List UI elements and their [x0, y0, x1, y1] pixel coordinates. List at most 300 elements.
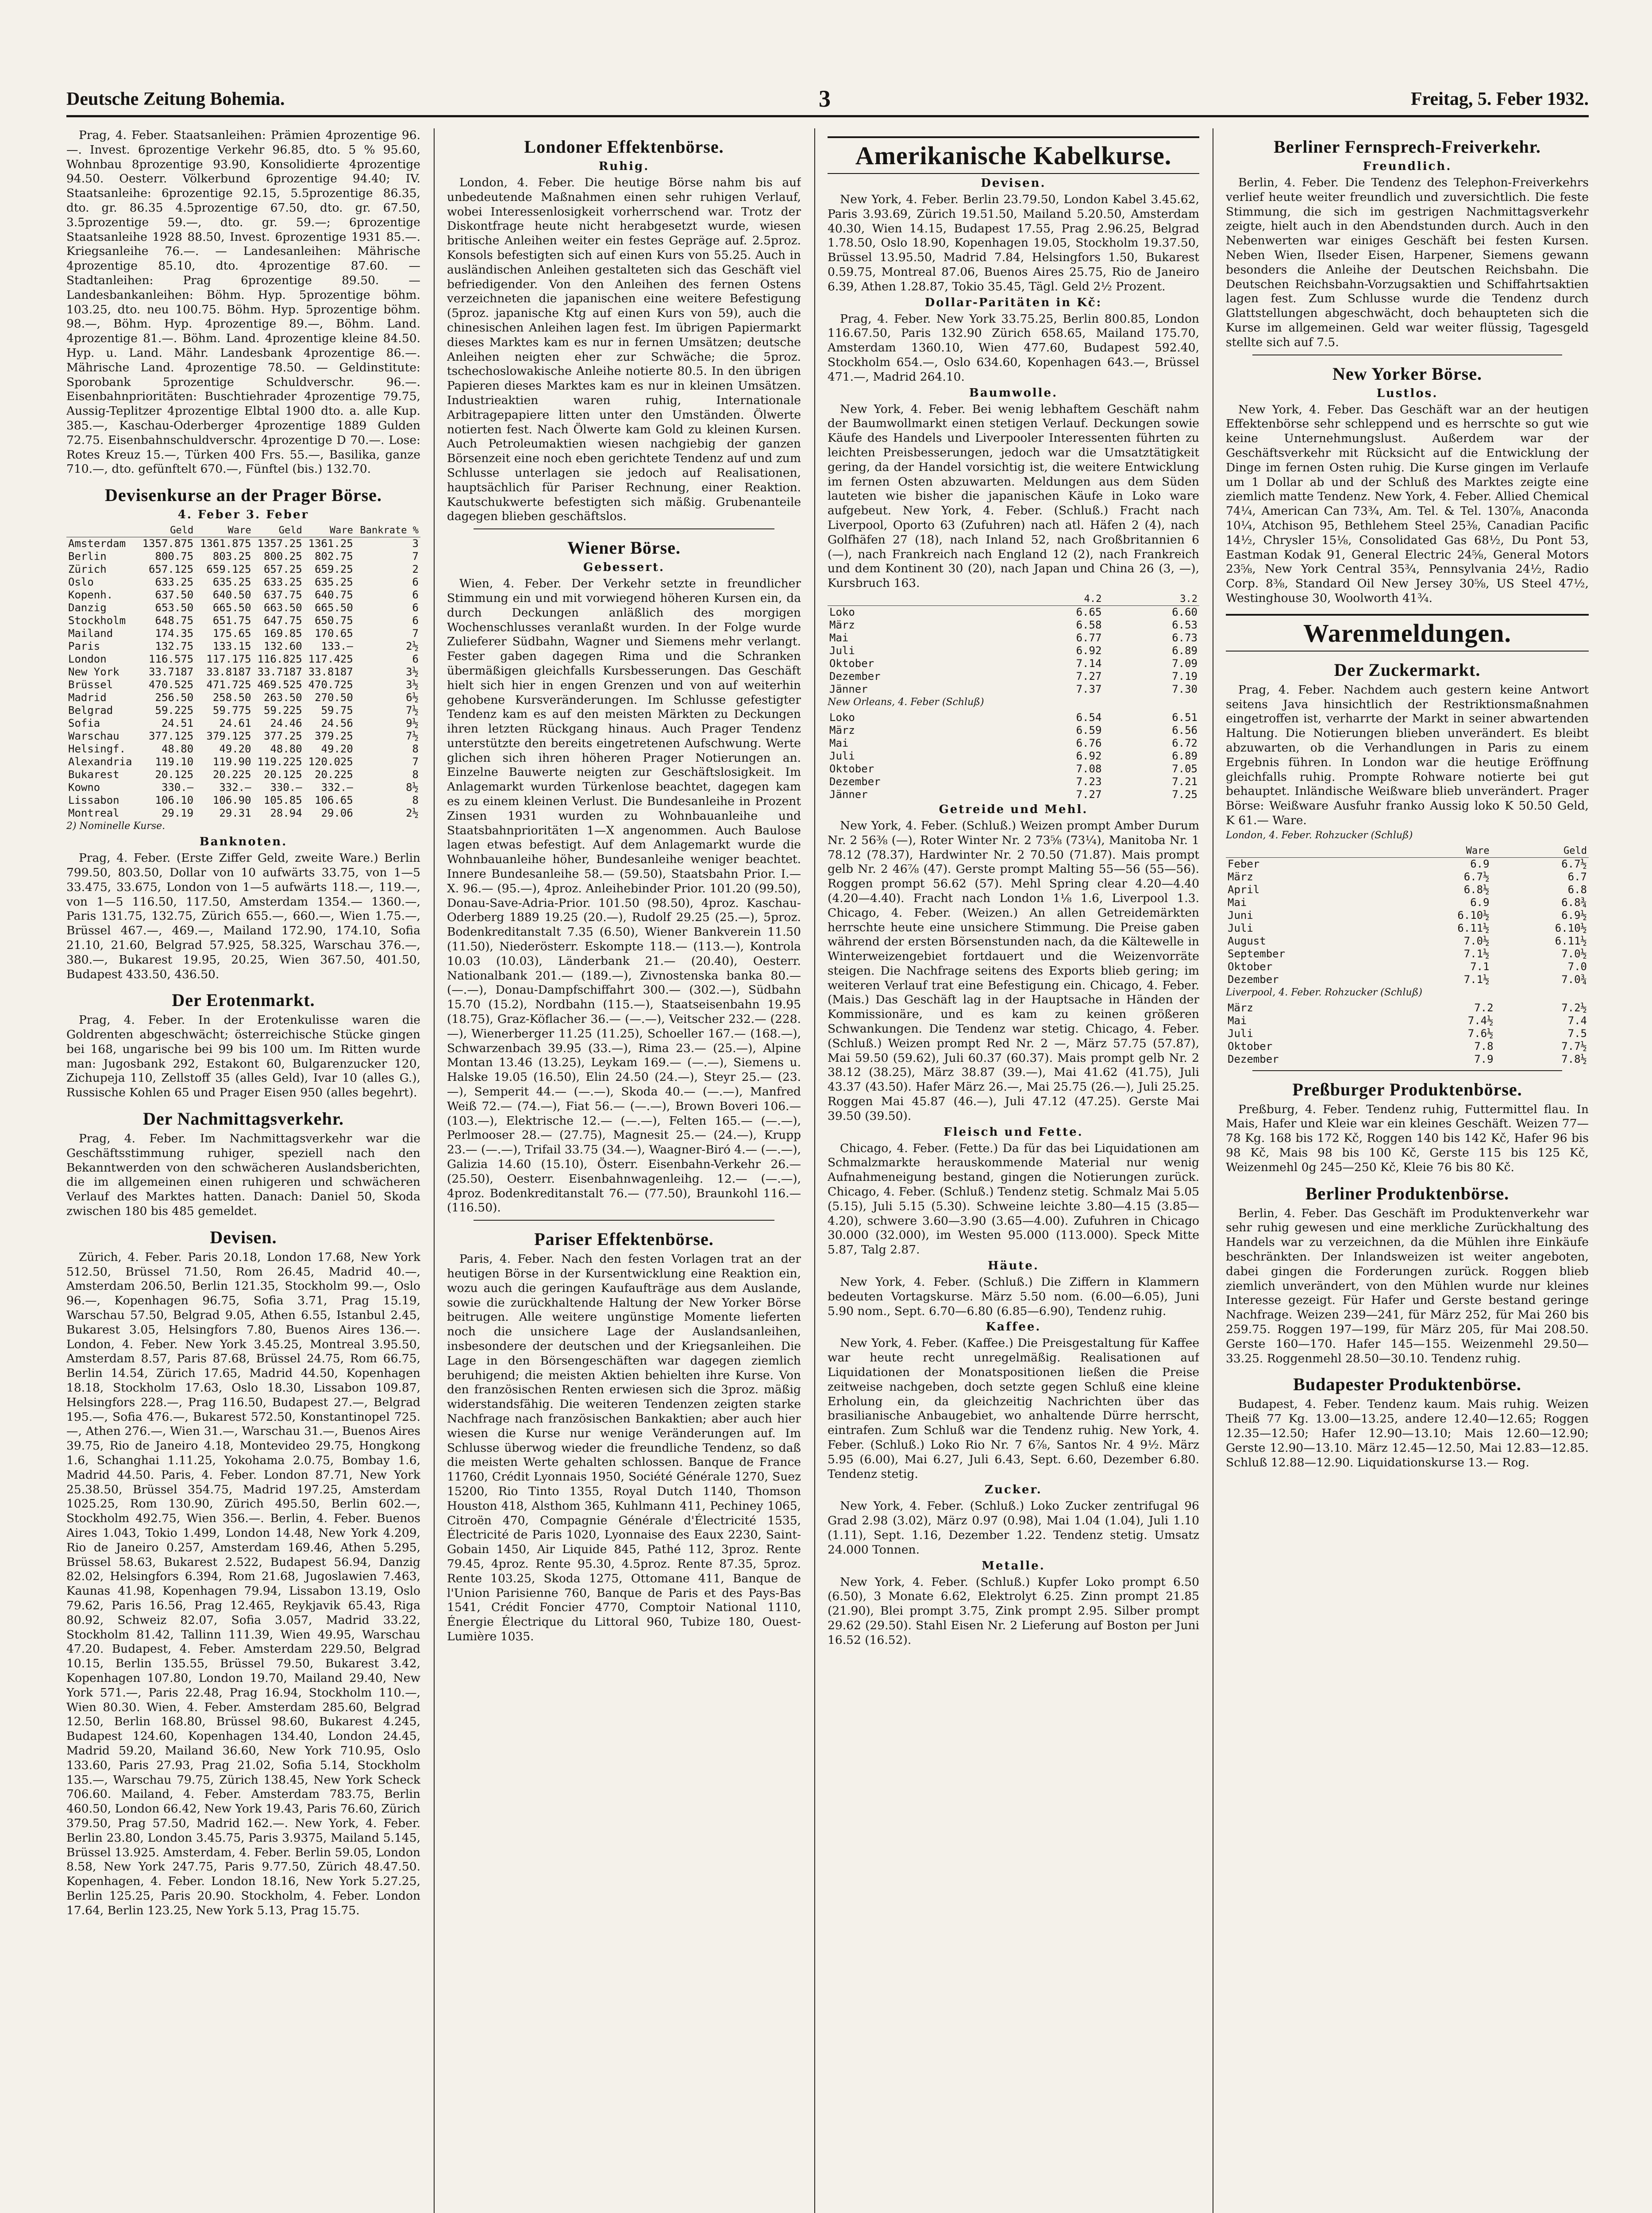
table-cell: 648.75	[155, 614, 194, 627]
table-row	[1226, 909, 1589, 922]
table-row	[66, 807, 420, 820]
table-cell: 651.75	[212, 614, 251, 627]
column-4	[1226, 128, 1589, 2213]
table-cell: Belgrad	[68, 704, 113, 717]
baumwolle-no-table	[828, 711, 1199, 801]
table-row	[66, 653, 420, 666]
baumwolle-ny-table	[828, 593, 1199, 696]
table-cell: 116.575	[149, 653, 194, 666]
table-cell: 6.72	[1172, 736, 1198, 749]
zucker-subtitle: Zucker.	[985, 1483, 1042, 1497]
ny-boerse-subtitle: Lustlos.	[1376, 386, 1438, 400]
table-row	[66, 589, 420, 601]
kaffee-text: New York, 4. Feber. (Kaffee.) Die Preisgestaltung für Kaffee war heute recht unregelmäßig. Realisationen auf Liquidationen der Monatspositionen ließen die Preise zeitweise nachgeben, doch setzte gegen Schluß eine kleine Erholung ein, da gleichzeitig Nachrichten über das brasilianische Anbaugebiet, wo anhaltende Dürre herrscht, eintrafen. Zum Schluß war die Tendenz ruhig. New York, 4. Feber. (Schluß.) Loko Rio Nr. 7 6⅞, Santos Nr. 4 9½. März 5.95 (6.00), Mai 6.27, Juli 6.43, Sept. 6.60, Dezember 6.80. Tendenz stetig.	[828, 1336, 1199, 1481]
table-cell: 3½	[406, 666, 419, 679]
section-divider	[474, 1220, 774, 1221]
erotenmarkt-title: Der Erotenmarkt.	[172, 990, 315, 1010]
getreide-subtitle: Getreide und Mehl.	[939, 802, 1088, 816]
section-divider	[474, 528, 774, 529]
table-header-cell: Ware	[1394, 844, 1491, 858]
zuckermarkt-title: Der Zuckermarkt.	[1334, 659, 1481, 680]
table-cell: 6.7½	[1463, 870, 1490, 883]
table-cell: Berlin	[68, 550, 107, 563]
table-cell: Juni	[1228, 909, 1253, 921]
table-header-cell: Bankrate %	[355, 524, 420, 537]
london-text: London, 4. Feber. Die heutige Börse nahm bis auf unbedeutende Maßnahmen einen sehr ruhigen Verlauf, wobei Interessenlosigkeit vorherrschend war. Trotz der Diskontfrage heute nicht herabgesetzt wurde, wiesen britische Anleihen weiter ein festes Gepräge auf. 2.5proz. Konsols befestigten sich auf einen Kurs von 55.25. Auch in ausländischen Anleihen gestalteten sich das Geschäft viel befriedigender. Von den Anleihen des fernen Ostens verzeichneten die japanischen eine weitere Befestigung (5proz. japanische Ktg auf einen Kurs von 59), auch die chinesischen Anleihen lagen fest. Im übrigen Papiermarkt dieses Marktes kam es nur in fernen Umsätzen; deutsche Anleihen neigten eher zur Schwäche; die 5proz. tschechoslowakische Anleihe notierte 80.5. In den übrigen Papieren dieses Marktes kam es nur in kleinen Umsätzen. Industrieaktien waren ruhig, Internationale Arbitragepapiere litten unter den Umständen. Ölwerte notierten fest. Nach Ölwerte kam Gold zu kleinen Kursen. Auch Petroleumaktien wiesen nachgiebig der ganzen Börsenzeit eine noch eben gerichtete Tendenz auf und zum Schlusse unterlagen sie jedoch auf Realisationen, hauptsächlich für Pariser Rechnung, einer Reaktion. Kautschukwerte befestigten sich mäßig. Grubenanteile dagegen blieben geschäftslos.	[447, 176, 801, 524]
zucker-liverpool-label: Liverpool, 4. Feber. Rohzucker (Schluß)	[1226, 987, 1423, 998]
table-cell: 637.75	[263, 589, 302, 601]
table-row	[66, 691, 420, 704]
table-cell: Mai	[1228, 1014, 1247, 1027]
table-cell: 6.8½	[1463, 883, 1490, 896]
table-cell: 7.8	[1474, 1040, 1494, 1053]
table-cell: Jänner	[829, 682, 868, 695]
column-1	[66, 128, 420, 2213]
wien-title: Wiener Börse.	[567, 538, 681, 558]
table-row	[66, 679, 420, 691]
table-row	[828, 763, 1199, 775]
table-cell: 379.125	[206, 730, 251, 743]
new-orleans-label: New Orleans, 4. Feber (Schluß)	[828, 696, 984, 708]
table-row	[828, 632, 1199, 644]
table-cell: 119.90	[212, 756, 251, 768]
table-cell: Brüssel	[68, 679, 113, 691]
table-cell: Mai	[829, 631, 849, 644]
erotenmarkt-text: Prag, 4. Feber. In der Erotenkulisse waren die Goldrenten abgeschwächt; österreichische Stücke gingen bei 168, ungarische bei 99 bis 100 um. Im Ritten wurde man: Jugosbank 292, Estakont 60, Bulgarenzucker 120, Zichupeja 110, Zellstoff 35 (alles Geld), Ivar 10 (alles G.), Russische Kohlen 65 und Prager Eisen 950 (alles begehrt).	[66, 1013, 420, 1100]
table-cell: 7.27	[1076, 788, 1102, 801]
table-cell: 48.80	[270, 743, 302, 756]
table-cell: 6.11½	[1457, 921, 1490, 934]
fleisch-text: Chicago, 4. Feber. (Fette.) Da für das bei Liquidationen am Schmalzmarkte herauskommende Material nur wenig Aufnahmeneigung bestand, gingen die Notierungen zurück. Chicago, 4. Feber. (Schluß.) Tendenz stetig. Schmalz Mai 5.05 (5.15), Juli 5.15 (5.30). Schweine leichte 3.80—4.15 (3.85—4.20), schwere 3.60—3.90 (3.65—4.00). Zufuhren in Chicago 30.000 (32.000), im Westen 95.000 (113.000). Speck Mitte 5.87, Talg 2.87.	[828, 1141, 1199, 1257]
table-row	[1226, 896, 1589, 909]
table-row	[66, 601, 420, 614]
table-header-cell: Geld	[253, 524, 304, 537]
table-cell: 33.8187	[206, 666, 251, 679]
kabel-devisen-text: New York, 4. Feber. Berlin 23.79.50, London Kabel 3.45.62, Paris 3.93.69, Zürich 19.51.50, Mailand 5.20.50, Amsterdam 40.30, Wien 14.15, Budapest 17.55, Prag 2.96.25, Belgrad 1.78.50, Oslo 18.90, Kopenhagen 19.05, Stockholm 19.37.50, Brüssel 13.95.50, Madrid 7.84, Helsingfors 1.50, Bukarest 0.59.75, Montreal 87.06, Buenos Aires 25.75, Rio de Janeiro 6.39, Athen 1.28.87, Tokio 35.45, Tägl. Geld 2½ Prozent.	[828, 193, 1199, 293]
table-cell: 2½	[406, 640, 419, 653]
section-divider	[1252, 1070, 1562, 1071]
berlin-produkten-title: Berliner Produktenbörse.	[1305, 1183, 1510, 1203]
table-header-cell: Geld	[1491, 844, 1589, 858]
table-cell: 6.56	[1172, 724, 1198, 736]
table-cell: Dezember	[829, 670, 881, 682]
table-cell: Oktober	[829, 657, 874, 670]
table-cell: 7	[412, 756, 419, 768]
table-cell: 6.11½	[1555, 934, 1587, 947]
table-row	[1226, 1053, 1589, 1066]
table-header-cell	[66, 524, 138, 537]
ny-boerse-title: New Yorker Börse.	[1332, 363, 1483, 384]
table-cell: 802.75	[315, 550, 353, 563]
table-row	[66, 550, 420, 563]
table-row	[1226, 857, 1589, 871]
table-cell: 640.50	[212, 589, 251, 601]
table-cell: 7.0	[1567, 960, 1587, 973]
table-cell: März	[1228, 870, 1253, 883]
table-cell: 29.31	[219, 807, 251, 820]
table-row	[1226, 1027, 1589, 1040]
paris-text: Paris, 4. Feber. Nach den festen Vorlagen trat an der heutigen Börse in der Kursentwicklung eine Reaktion ein, wozu auch die geringen Kaufaufträge aus dem Auslande, sowie die zurückhaltende Haltung der New Yorker Börse beitrugen. Alle weitere ungünstige Momente lieferten noch die unsichere Lage der Auslandsanleihen, insbesondere der deutschen und der Kriegsanleihen. Die Lage in den Börsengeschäften war dagegen ziemlich beruhigend; die meisten Aktien behielten ihre Kurse. Von den französischen Renten erwiesen sich die 3proz. mäßig widerstandsfähig. Die weiteren Tendenzen zeigten starke Nachfrage nach französischen Bankaktien; aber auch hier wiesen die Kurse nur wenige Veränderungen auf. Im Schlusse überwog wieder die freundliche Tendenz, so daß die meisten Werte gehalten schlossen. Banque de France 11760, Crédit Lyonnais 1950, Société Générale 1270, Suez 15200, Rio Tinto 1355, Royal Dutch 1140, Thomson Houston 418, Alsthom 365, Kuhlmann 411, Pechiney 1065, Citroën 470, Compagnie Générale d'Électricité 1535, Électricité de Paris 1020, Lyonnaise des Eaux 2230, Saint-Gobain 1450, Air Liquide 845, Pathé 112, 3proz. Rente 79.45, 4proz. Rente 95.30, 4.5proz. Rente 87.35, 5proz. Rente 103.25, Skoda 1275, Ottomane 411, Banque de l'Union Parisienne 760, Banque de Paris et des Pays-Bas 1541, Crédit Foncier 4770, Comptoir National 1110, Énergie Électrique du Littoral 960, Tubize 180, Ouest-Lumière 1035.	[447, 1252, 801, 1643]
table-cell: 174.35	[155, 627, 194, 640]
table-cell: 803.25	[212, 550, 251, 563]
table-cell: Sofia	[68, 717, 100, 730]
table-cell: 133.15	[212, 640, 251, 653]
table-cell: Feber	[1228, 857, 1260, 870]
table-cell: 635.25	[212, 576, 251, 589]
table-cell: 7.0½	[1463, 934, 1490, 947]
nachmittagsverkehr-text: Prag, 4. Feber. Im Nachmittagsverkehr war die Geschäftsstimmung ruhiger, speziell nach den Bekanntwerden von den schwächeren Auslandsberichten, die im allgemeinen einen ruhigeren und schwächeren Verlauf des Marktes hatten. Danach: Daniel 50, Skoda zwischen 180 bis 485 gemeldet.	[66, 1132, 420, 1218]
table-cell: 6.92	[1076, 749, 1102, 762]
table-cell: 653.50	[155, 601, 194, 614]
table-cell: 263.50	[263, 691, 302, 704]
table-cell: Mailand	[68, 627, 113, 640]
devisenkurse-table	[66, 524, 420, 820]
table-cell: 49.20	[219, 743, 251, 756]
table-cell: 640.75	[315, 589, 353, 601]
table-cell: 659.25	[315, 563, 353, 576]
table-cell: 7	[412, 627, 419, 640]
table-cell: 132.60	[263, 640, 302, 653]
newspaper-page	[66, 85, 1589, 2213]
column-rule	[434, 128, 435, 2213]
table-cell: 116.825	[257, 653, 302, 666]
table-cell: März	[1228, 1001, 1253, 1014]
table-cell: 6	[412, 589, 419, 601]
table-row	[66, 756, 420, 768]
devisenkurse-dates: 4. Feber 3. Feber	[177, 508, 309, 522]
table-cell: Jänner	[829, 788, 868, 801]
table-cell: Loko	[829, 605, 855, 618]
zucker-liverpool-table	[1226, 1002, 1589, 1066]
table-cell: 1357.875	[142, 537, 194, 550]
table-cell: Paris	[68, 640, 100, 653]
table-cell: Dezember	[1228, 973, 1279, 986]
table-cell: 117.425	[308, 653, 353, 666]
table-cell: 6.10½	[1555, 921, 1587, 934]
table-cell: 469.525	[257, 679, 302, 691]
table-cell: Bukarest	[68, 768, 119, 781]
table-cell: 6.9½	[1561, 909, 1587, 921]
table-cell: 120.025	[308, 756, 353, 768]
table-cell: 33.7187	[149, 666, 194, 679]
table-cell: Oslo	[68, 576, 94, 589]
table-cell: März	[829, 724, 855, 736]
table-row	[66, 537, 420, 551]
table-cell: 2	[412, 563, 419, 576]
table-row	[66, 730, 420, 743]
table-cell: 48.80	[161, 743, 194, 756]
table-row	[1226, 948, 1589, 960]
table-cell: 7.4½	[1467, 1014, 1494, 1027]
table-row	[66, 627, 420, 640]
table-cell: 7.7½	[1561, 1040, 1587, 1053]
table-cell: 7.21	[1172, 775, 1198, 788]
table-cell: 6.73	[1172, 631, 1198, 644]
table-cell: Dezember	[1228, 1053, 1279, 1065]
newspaper-name: Deutsche Zeitung Bohemia.	[66, 89, 285, 109]
table-cell: 665.50	[315, 601, 353, 614]
table-cell: März	[829, 618, 855, 631]
table-cell: 132.75	[155, 640, 194, 653]
table-cell: 169.85	[263, 627, 302, 640]
table-cell: 7.1	[1470, 960, 1490, 973]
table-cell: Montreal	[68, 807, 119, 820]
table-cell: 8	[412, 743, 419, 756]
table-cell: 119.225	[257, 756, 302, 768]
table-row	[828, 619, 1199, 632]
table-cell: 20.125	[263, 768, 302, 781]
kaffee-subtitle: Kaffee.	[986, 1320, 1041, 1334]
table-cell: 377.125	[149, 730, 194, 743]
london-subtitle: Ruhig.	[598, 160, 650, 173]
table-cell: 6	[412, 576, 419, 589]
column-2	[447, 128, 801, 2213]
table-row	[1226, 973, 1589, 986]
table-cell: Madrid	[68, 691, 107, 704]
table-cell: 7.5	[1567, 1027, 1587, 1040]
table-row	[1226, 960, 1589, 973]
table-cell: 7.08	[1076, 762, 1102, 775]
table-cell: 119.10	[155, 756, 194, 768]
table-cell: 647.75	[263, 614, 302, 627]
table-cell: 33.8187	[308, 666, 353, 679]
table-cell: 175.65	[212, 627, 251, 640]
table-row	[1226, 883, 1589, 896]
table-header-cell: Ware	[304, 524, 355, 537]
dollar-paritaeten-subtitle: Dollar-Paritäten in Kč:	[924, 296, 1102, 309]
kabel-devisen-subtitle: Devisen.	[981, 177, 1046, 190]
table-row	[1226, 935, 1589, 948]
table-cell: Amsterdam	[68, 537, 126, 550]
table-cell: 2½	[406, 807, 419, 820]
zucker-london-table	[1226, 844, 1589, 986]
table-cell: 29.19	[161, 807, 194, 820]
table-row	[828, 711, 1199, 724]
fleisch-subtitle: Fleisch und Fette.	[943, 1125, 1083, 1139]
staatsanleihen-text: Prag, 4. Feber. Staatsanleihen: Prämien 4prozentige 96.—. Invest. 6prozentige Verkehr 96.85, dto. 5 % 95.60, Wohnbau 8prozentige 93.90, Konsolidierte 4prozentige 94.50. Oesterr. Völkerbund 6prozentige 94.40; IV. Staatsanleihe: 6prozentige 92.15, 5.5prozentige 86.35, dto. gr. 86.35 4.5prozentige 67.50, dto. gr. 67.50, 3.5prozentige 59.—, dto. gr. 59.—; 6prozentige Staatsanleihe 1928 88.50, Invest. 6prozentige 1931 85.—. Kriegsanleihe 76.—. — Landesanleihen: Mährische 4prozentige 85.10, dto. 4prozentige 87.60. — Stadtanleihen: Prag 6prozentige 89.50. — Landesbankanleihen: Böhm. Hyp. 5prozentige böhm. 103.25, dto. neu 100.75. Böhm. Hyp. 5prozentige böhm. 98.—, Böhm. Hyp. 4prozentige 89.—, Böhm. Land. 4prozentige 81.—. Böhm. Land. 4prozentige kleine 84.50. Hyp. u. Land. Mähr. Landesbank 4prozentige 86.—. Mährische Land. 4prozentige 78.50. — Geldinstitute: Sporobank 5prozentige Schuldverschr. 96.—. Eisenbahnprioritäten: Buschtiehrader 4prozentige 79.75, Aussig-Teplitzer 4prozentige Elbtal 1900 dto. a. alle Kup. 385.—, Kaschau-Oderberger 4prozentige 1889 Gulden 72.75. Eisenbahnschuldverschr. 4prozentige D 70.—. Lose: Rotes Kreuz 15.—, Türken 400 Frs. 55.—, Basilika, ganze 710.—, dto. gefünftelt 670.—, Fünftel (bis.) 132.70.	[66, 128, 420, 476]
table-cell: 270.50	[315, 691, 353, 704]
table-row	[828, 657, 1199, 670]
table-cell: 6.89	[1172, 644, 1198, 657]
table-cell: 6.60	[1172, 605, 1198, 618]
table-cell: Stockholm	[68, 614, 126, 627]
table-cell: Dezember	[829, 775, 881, 788]
devisen-title: Devisen.	[210, 1227, 277, 1247]
dollar-paritaeten-text: Prag, 4. Feber. New York 33.75.25, Berlin 800.85, London 116.67.50, Paris 132.90 Zürich 658.65, Mailand 175.70, Amsterdam 1360.10, Wien 477.60, Budapest 592.40, Stockholm 654.—, Oslo 634.60, Kopenhagen 643.—, Brüssel 471.—, Madrid 264.10.	[828, 312, 1199, 384]
table-cell: 6	[412, 653, 419, 666]
table-row	[1226, 1014, 1589, 1027]
table-cell: Juli	[829, 749, 855, 762]
table-cell: Warschau	[68, 730, 119, 743]
warenmeldungen-title: Warenmeldungen.	[1226, 614, 1589, 652]
table-cell: 633.25	[155, 576, 194, 589]
table-cell: 7.4	[1567, 1014, 1587, 1027]
table-cell: 117.175	[206, 653, 251, 666]
banknoten-subtitle: Banknoten.	[199, 835, 288, 849]
baumwolle-subtitle: Baumwolle.	[969, 386, 1058, 400]
table-cell: 800.75	[155, 550, 194, 563]
table-row	[66, 794, 420, 807]
table-row	[828, 775, 1199, 788]
table-cell: 7.0½	[1561, 947, 1587, 960]
table-cell: Mai	[1228, 896, 1247, 909]
table-cell: Juli	[829, 644, 855, 657]
table-cell: 471.725	[206, 679, 251, 691]
table-cell: 6.7	[1567, 870, 1587, 883]
table-cell: 7.6½	[1467, 1027, 1494, 1040]
table-cell: Danzig	[68, 601, 107, 614]
table-cell: 106.65	[315, 794, 353, 807]
table-cell: 7½	[406, 730, 419, 743]
table-cell: 7.09	[1172, 657, 1198, 670]
devisenkurse-title: Devisenkurse an der Prager Börse.	[105, 485, 382, 505]
issue-date: Freitag, 5. Feber 1932.	[1410, 89, 1589, 109]
table-cell: 332.—	[321, 781, 353, 794]
table-cell: 6½	[406, 691, 419, 704]
table-cell: 379.25	[315, 730, 353, 743]
table-cell: 650.75	[315, 614, 353, 627]
table-cell: 3½	[406, 679, 419, 691]
table-cell: 7.37	[1076, 682, 1102, 695]
table-cell: 659.125	[206, 563, 251, 576]
table-cell: London	[68, 653, 107, 666]
table-cell: 637.50	[155, 589, 194, 601]
table-cell: 7.27	[1076, 670, 1102, 682]
table-cell: 657.25	[263, 563, 302, 576]
budapest-produkten-text: Budapest, 4. Feber. Tendenz kaum. Mais ruhig. Weizen Theiß 77 Kg. 13.00—13.25, andere 12.40—12.65; Roggen 12.35—12.50; Hafer 12.90—13.10; Mais 12.60—12.90; Gerste 12.90—13.10. März 12.45—12.50, Mai 12.83—12.85. Schluß 12.88—12.90. Liquidationskurse 13.— Rog.	[1226, 1397, 1589, 1469]
table-cell: 6.76	[1076, 736, 1102, 749]
table-cell: 7.30	[1172, 682, 1198, 695]
table-cell: 6.77	[1076, 631, 1102, 644]
table-cell: 7	[412, 550, 419, 563]
table-cell: 29.06	[321, 807, 353, 820]
table-cell: 6.59	[1076, 724, 1102, 736]
table-cell: 6.58	[1076, 618, 1102, 631]
table-cell: 1361.25	[308, 537, 353, 550]
table-cell: 106.90	[212, 794, 251, 807]
table-cell: 20.225	[212, 768, 251, 781]
table-cell: 6.53	[1172, 618, 1198, 631]
table-header-cell: Ware	[195, 524, 253, 537]
table-row	[828, 737, 1199, 750]
table-cell: 8½	[406, 781, 419, 794]
haeute-text: New York, 4. Feber. (Schluß.) Die Ziffern in Klammern bedeuten Vortagskurse. März 5.50 nom. (6.00—6.05), Juni 5.90 nom., Sept. 6.70—6.80 (6.85—6.90), Tendenz ruhig.	[828, 1275, 1199, 1318]
zuckermarkt-text: Prag, 4. Feber. Nachdem auch gestern keine Antwort seitens Java hinsichtlich der Restriktionsmaßnahmen eingetroffen ist, verharrte der Markt in seiner abwartenden Haltung. Die Notierungen blieben unverändert. Es bleibt abzuwarten, ob die Verhandlungen in Paris zu einem Ergebnis führen. In London war die heutige Eröffnung gleichfalls ruhig. Prompte Rohware notierte bei gut behauptet. Inländische Weißware blieb unverändert. Prager Börse: Weißware Ausfuhr franko Aussig loko K 50.50 Geld, K 61.— Ware.	[1226, 682, 1589, 827]
table-row	[828, 683, 1199, 696]
table-cell: 6	[412, 614, 419, 627]
table-cell: 7.19	[1172, 670, 1198, 682]
table-cell: 1361.875	[200, 537, 251, 550]
page-number: 3	[819, 85, 831, 112]
masthead	[66, 85, 1589, 117]
ny-boerse-text: New York, 4. Feber. Das Geschäft war an der heutigen Effektenbörse sehr schleppend und es herrschte so gut wie keine Unternehmungslust. Außerdem war der Geschäftsverkehr mit Rücksicht auf die Entwicklung der Dinge im fernen Osten ruhig. Die Kurse gingen im Verlaufe um 1 Dollar ab und der Schluß des Marktes zeigte eine ziemlich matte Tendenz. New York, 4. Feber. Allied Chemical 74¼, American Can 73¾, Am. Tel. & Tel. 130⅞, Anaconda 10¼, Atchison 95, Bethlehem Steel 25⅜, Canadian Pacific 14½, Chrysler 15⅛, Consolidated Gas 68½, Du Pont 53, Eastman Kodak 91, General Electric 24⅝, General Motors 23⅝, New York Central 35¾, Pennsylvania 24½, Radio Corp. 8⅜, Standard Oil New Jersey 30⅝, US Steel 47½, Westinghouse 30, Woolworth 41¾.	[1226, 402, 1589, 605]
banknoten-text: Prag, 4. Feber. (Erste Ziffer Geld, zweite Ware.) Berlin 799.50, 803.50, Dollar von 10 aufwärts 33.75, von 1—5 33.475, 33.675, London von 1—5 aufwärts 118.—, 119.—, von 1—5 116.50, 117.50, Amsterdam 1354.— 1360.—, Paris 131.75, 132.75, Zürich 655.—, 660.—, Wien 1.75.—, Brüssel 467.—, 469.—, Mailand 172.90, 174.10, Sofia 21.10, 21.60, Belgrad 57.925, 58.325, Warschau 376.—, 380.—, Bukarest 19.95, 20.25, Wien 367.50, 401.50, Budapest 433.50, 436.50.	[66, 851, 420, 981]
table-cell: 6.92	[1076, 644, 1102, 657]
table-row	[66, 563, 420, 576]
table-cell: Loko	[829, 711, 855, 724]
table-row	[828, 750, 1199, 763]
table-cell: 9½	[406, 717, 419, 730]
table-cell: 7.8½	[1561, 1053, 1587, 1065]
table-cell: 1357.25	[257, 537, 302, 550]
table-cell: 470.725	[308, 679, 353, 691]
table-cell: 7.23	[1076, 775, 1102, 788]
table-cell: 7.9	[1474, 1053, 1494, 1065]
fernsprech-subtitle: Freundlich.	[1363, 160, 1452, 173]
column-rule	[814, 128, 815, 2213]
wien-subtitle: Gebessert.	[583, 561, 665, 574]
table-cell: 49.20	[321, 743, 353, 756]
table-cell: 7.2½	[1561, 1001, 1587, 1014]
table-header-cell: 3.2	[1103, 593, 1199, 606]
table-cell: 6.54	[1076, 711, 1102, 724]
table-cell: 133.—	[321, 640, 353, 653]
table-cell: 59.225	[263, 704, 302, 717]
table-cell: 7.2	[1474, 1001, 1494, 1014]
table-cell: 6.51	[1172, 711, 1198, 724]
baumwolle-text: New York, 4. Feber. Bei wenig lebhaftem Geschäft nahm der Baumwollmarkt einen stetigen Verlauf. Deckungen sowie Käufe des Handels und Liverpooler Interessenten führten zu leichten Preisbesserungen, jedoch war die Umsatztätigkeit gering, da der Handel vorsichtig ist, die weitere Entwicklung im fernen Osten abzuwarten. Meldungen aus dem Süden lauteten wie bisher die japanischen Käufe in Loko ware aufgebeut. New York, 4. Feber. (Schluß.) Fracht nach Liverpool, Oporto 63 (Zufuhren) nach atl. Häfen 2 (4), nach Golfhäfen 27 (18), nach Inland 52, nach Großbritannien 6 (—), nach Frankreich nach England 12 (2), nach Frankreich und dem Kontinent 30 (20), nach Japan und China 26 (3, —), Kursbruch 163.	[828, 402, 1199, 590]
table-cell: 8	[412, 768, 419, 781]
table-cell: 7.0¾	[1561, 973, 1587, 986]
table-cell: Kopenh.	[68, 589, 113, 601]
table-row	[1226, 1002, 1589, 1014]
table-cell: 59.225	[155, 704, 194, 717]
table-row	[828, 644, 1199, 657]
table-cell: 657.125	[149, 563, 194, 576]
column-3	[828, 128, 1199, 2213]
table-cell: 24.51	[161, 717, 194, 730]
table-row	[66, 743, 420, 756]
budapest-produkten-title: Budapester Produktenbörse.	[1293, 1374, 1521, 1395]
zucker-text: New York, 4. Feber. (Schluß.) Loko Zucker zentrifugal 96 Grad 2.98 (3.02), März 0.97 (0.98), Mai 1.04 (1.04), Juli 1.10 (1.11), Sept. 1.16, Dezember 1.22. Tendenz stetig. Umsatz 24.000 Tonnen.	[828, 1499, 1199, 1557]
table-row	[66, 704, 420, 717]
table-cell: 7½	[406, 704, 419, 717]
table-cell: 800.25	[263, 550, 302, 563]
table-cell: April	[1228, 883, 1260, 896]
table-cell: 6.65	[1076, 605, 1102, 618]
table-row	[66, 614, 420, 627]
table-cell: 6.89	[1172, 749, 1198, 762]
table-cell: 258.50	[212, 691, 251, 704]
table-cell: 6	[412, 601, 419, 614]
table-header-cell: 4.2	[1008, 593, 1104, 606]
table-header-cell	[828, 593, 1008, 606]
table-cell: 377.25	[263, 730, 302, 743]
table-cell: Juli	[1228, 921, 1253, 934]
table-row	[66, 666, 420, 679]
table-row	[1226, 871, 1589, 883]
table-row	[828, 605, 1199, 619]
table-cell: 7.1½	[1463, 947, 1490, 960]
table-row	[1226, 1040, 1589, 1053]
table-header-cell	[1226, 844, 1394, 858]
table-cell: September	[1228, 947, 1286, 960]
fernsprech-title: Berliner Fernsprech-Freiverkehr.	[1274, 137, 1541, 157]
table-cell: 6.8	[1567, 883, 1587, 896]
table-cell: 6.9	[1470, 857, 1490, 870]
table-cell: 20.225	[315, 768, 353, 781]
table-row	[828, 724, 1199, 737]
table-cell: Helsingf.	[68, 743, 126, 756]
table-cell: Oktober	[829, 762, 874, 775]
nachmittagsverkehr-title: Der Nachmittagsverkehr.	[142, 1109, 344, 1129]
table-cell: 7.14	[1076, 657, 1102, 670]
table-row	[828, 670, 1199, 683]
table-row	[1226, 922, 1589, 935]
table-cell: 635.25	[315, 576, 353, 589]
table-cell: 106.10	[155, 794, 194, 807]
table-cell: 59.775	[212, 704, 251, 717]
